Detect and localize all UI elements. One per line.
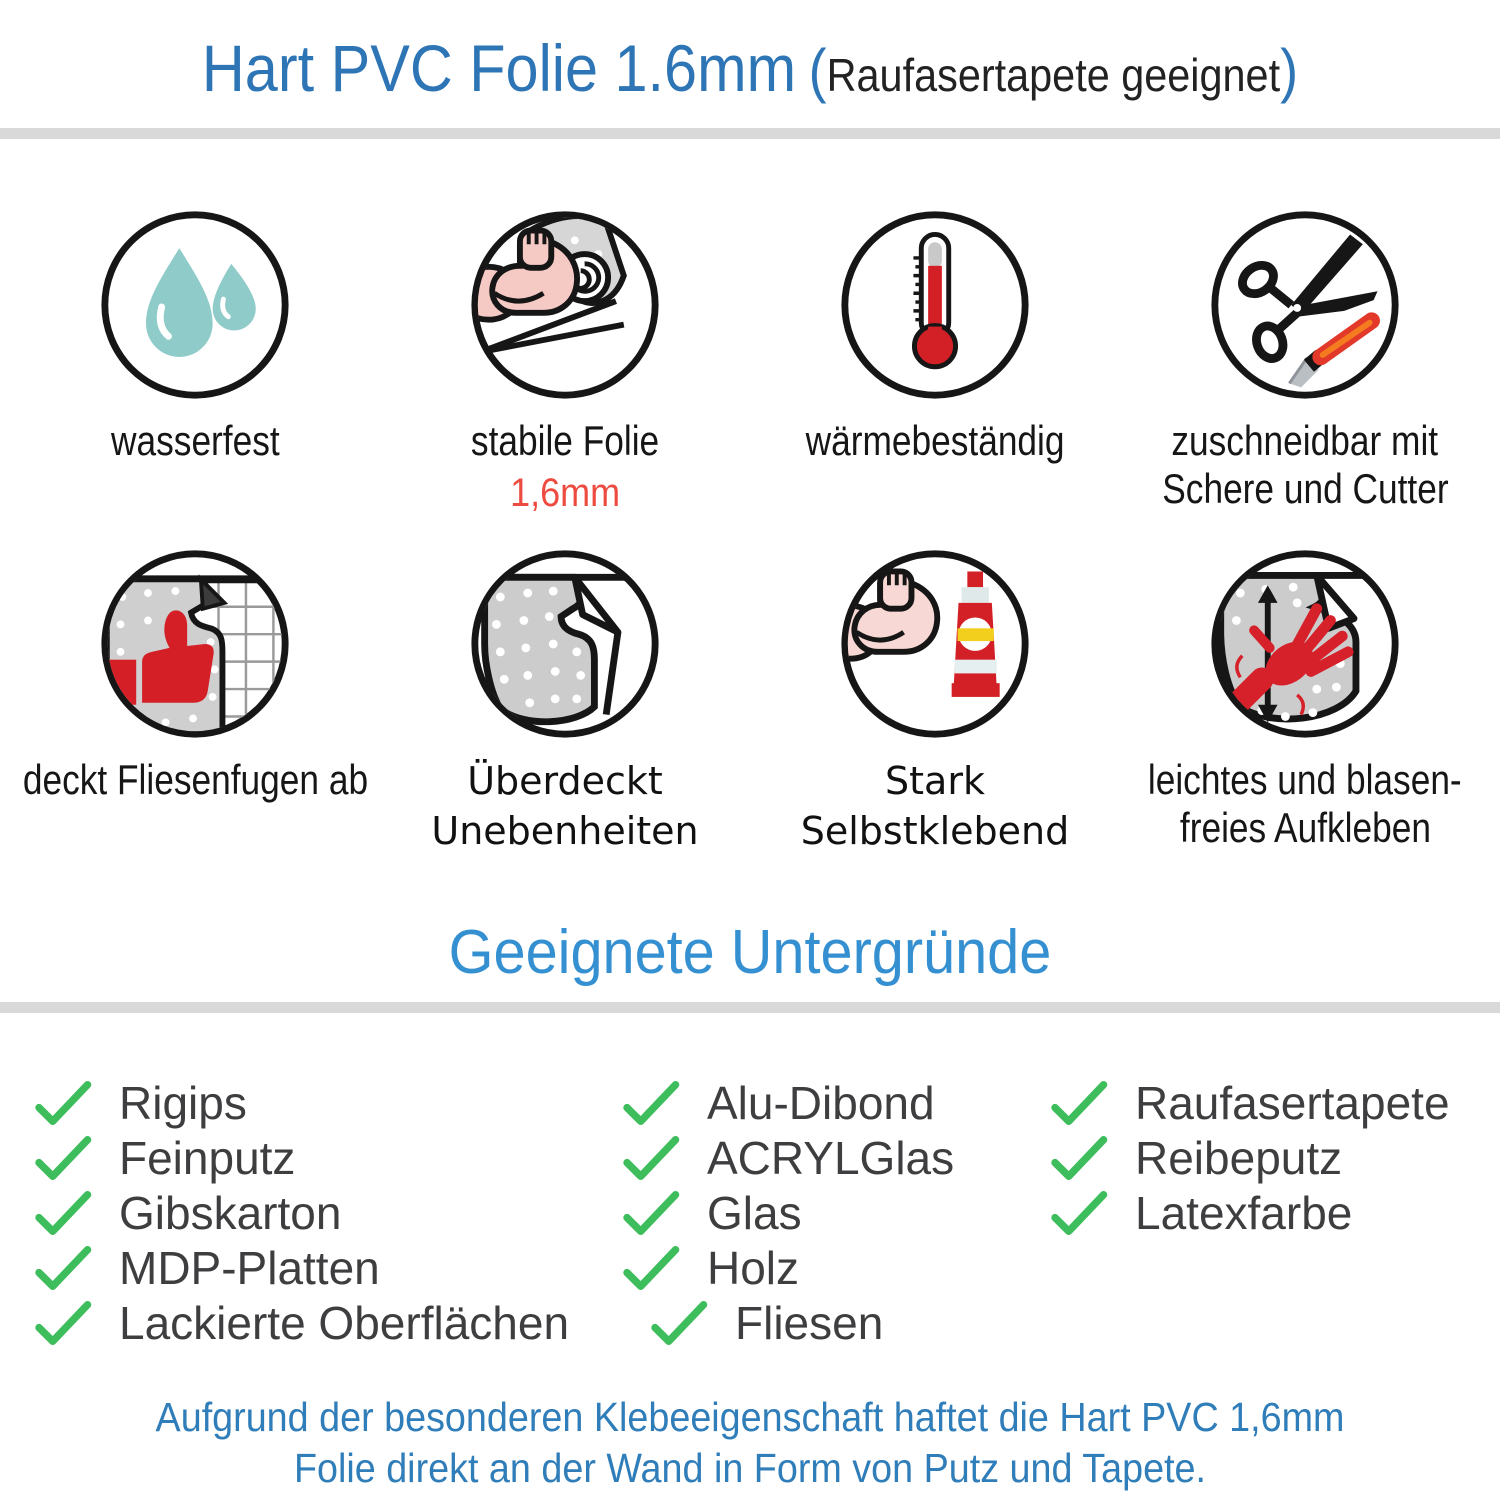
surface-item-label: Lackierte Oberflächen: [119, 1296, 570, 1349]
page-title-text: [202, 30, 1298, 106]
title-paren-open: (: [808, 37, 827, 104]
feature-card-zuschneidbar: [1120, 207, 1490, 516]
surface-item-raufasertapete: [1050, 1075, 1450, 1130]
surface-item-label: Raufasertapete: [1135, 1076, 1450, 1129]
surface-item-label: Gibskarton: [119, 1186, 342, 1239]
surface-item-glas: [622, 1185, 1050, 1240]
surface-item-holz: [622, 1240, 1050, 1295]
feature-label-line2: Selbstklebend: [800, 809, 1070, 853]
check-icon: [622, 1189, 680, 1237]
surface-item-label: Rigips: [119, 1076, 247, 1129]
footer-note: [60, 1392, 1440, 1494]
check-icon: [34, 1244, 92, 1292]
surface-item-label: Glas: [707, 1186, 802, 1239]
surface-item-feinputz: [34, 1130, 622, 1185]
surface-item-label: ACRYLGlas: [707, 1131, 955, 1184]
feature-label: deckt Fliesenfugen ab: [22, 756, 368, 803]
feature-label: stabile Folie: [470, 417, 660, 464]
check-icon: [622, 1134, 680, 1182]
surface-item-rigips: [34, 1075, 622, 1130]
surfaces-heading: Geeignete Untergründe: [448, 918, 1052, 987]
check-icon: [650, 1299, 708, 1347]
surface-item-latexfarbe: [1050, 1185, 1450, 1240]
check-icon: [622, 1079, 680, 1127]
tile-thumb-icon: [97, 546, 293, 742]
surfaces-list: [0, 1075, 1500, 1350]
muscle-foil-icon: [467, 207, 663, 403]
hand-press-icon: [1207, 546, 1403, 742]
feature-row-2: [0, 546, 1500, 856]
page-title-note: Raufasertapete geeignet: [826, 49, 1281, 101]
surface-item-label: MDP-Platten: [119, 1241, 380, 1294]
surface-item-label: Feinputz: [119, 1131, 296, 1184]
page-title: [0, 0, 1500, 128]
surface-item-label: Alu-Dibond: [707, 1076, 935, 1129]
check-icon: [34, 1134, 92, 1182]
feature-label: Stark: [885, 759, 985, 803]
water-drops-icon: [97, 207, 293, 403]
feature-row-1: [0, 207, 1500, 516]
surfaces-column-2: [622, 1075, 1050, 1350]
muscle-glue-icon: [837, 546, 1033, 742]
surfaces-column-1: [34, 1075, 622, 1350]
check-icon: [1050, 1134, 1108, 1182]
surface-item-acrylglas: [622, 1130, 1050, 1185]
surface-item-fliesen: [650, 1295, 1050, 1350]
page-title-main: Hart PVC Folie 1.6mm: [201, 31, 797, 105]
feature-label: wärmebeständig: [805, 417, 1065, 464]
check-icon: [622, 1244, 680, 1292]
feature-thickness-value: 1,6mm: [509, 471, 621, 515]
feature-card-unebenheiten: [380, 546, 750, 856]
feature-label: leichtes und blasen-: [1148, 756, 1462, 803]
surface-item-label: Latexfarbe: [1135, 1186, 1353, 1239]
check-icon: [34, 1189, 92, 1237]
feature-label: wasserfest: [110, 417, 280, 464]
feature-card-fliesenfugen: [10, 546, 380, 856]
surface-item-label: Fliesen: [735, 1296, 884, 1349]
feature-label-line2: Unebenheiten: [431, 809, 699, 853]
feature-label: zuschneidbar mit: [1171, 417, 1439, 464]
check-icon: [1050, 1079, 1108, 1127]
check-icon: [34, 1079, 92, 1127]
divider-top: [0, 128, 1500, 139]
surface-item-label: Reibeputz: [1135, 1131, 1343, 1184]
foil-fold-icon: [467, 546, 663, 742]
surfaces-column-3: [1050, 1075, 1450, 1350]
surface-item-mdp-platten: [34, 1240, 622, 1295]
scissors-cutter-icon: [1207, 207, 1403, 403]
footer-line-2: Folie direkt an der Wand in Form von Putz und Tapete.: [293, 1445, 1207, 1491]
feature-card-wasserfest: [10, 207, 380, 516]
footer-line-1: Aufgrund der besonderen Klebeeigenschaft haftet die Hart PVC 1,6mm: [155, 1394, 1345, 1440]
surface-item-lackierte-oberflaechen: [34, 1295, 622, 1350]
feature-card-waermebestaendig: [750, 207, 1120, 516]
check-icon: [34, 1299, 92, 1347]
feature-card-stabile-folie: [380, 207, 750, 516]
feature-card-selbstklebend: [750, 546, 1120, 856]
feature-label: Überdeckt: [467, 759, 663, 803]
feature-label-line2: freies Aufkleben: [1179, 804, 1431, 851]
surface-item-label: Holz: [707, 1241, 800, 1294]
surface-item-alu-dibond: [622, 1075, 1050, 1130]
check-icon: [1050, 1189, 1108, 1237]
title-paren-close: ): [1280, 37, 1299, 104]
divider-mid: [0, 1002, 1500, 1013]
feature-label-line2: Schere und Cutter: [1161, 465, 1449, 512]
thermometer-icon: [837, 207, 1033, 403]
surface-item-reibeputz: [1050, 1130, 1450, 1185]
feature-card-aufkleben: [1120, 546, 1490, 856]
surface-item-gibskarton: [34, 1185, 622, 1240]
